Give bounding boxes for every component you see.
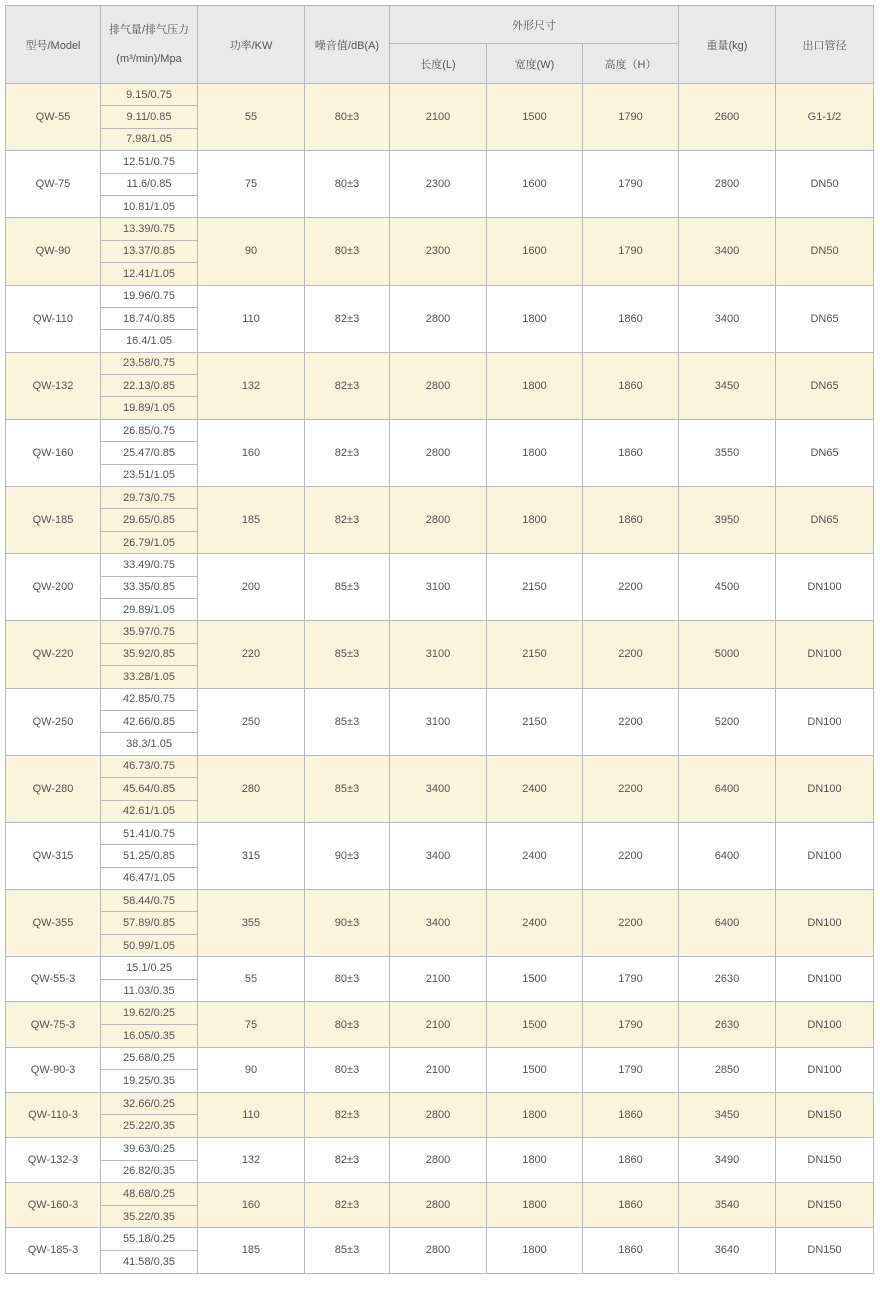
height-cell: 1860 — [583, 487, 679, 554]
power-cell: 75 — [198, 151, 305, 218]
length-cell: 2100 — [390, 957, 487, 1002]
noise-cell: 82±3 — [305, 1092, 390, 1137]
header-length: 长度(L) — [390, 44, 487, 84]
noise-cell: 80±3 — [305, 957, 390, 1002]
power-cell: 110 — [198, 1092, 305, 1137]
height-cell: 1790 — [583, 957, 679, 1002]
outlet-cell: DN50 — [776, 218, 874, 285]
model-cell: QW-160-3 — [6, 1183, 101, 1228]
power-cell: 160 — [198, 1183, 305, 1228]
header-noise: 噪音值/dB(A) — [305, 6, 390, 84]
noise-cell: 80±3 — [305, 84, 390, 151]
length-cell: 2800 — [390, 419, 487, 486]
flow-cell: 42.85/0.75 — [101, 688, 198, 710]
power-cell: 55 — [198, 84, 305, 151]
noise-cell: 82±3 — [305, 419, 390, 486]
model-cell: QW-185-3 — [6, 1228, 101, 1273]
table-row — [6, 755, 874, 777]
weight-cell: 3550 — [679, 419, 776, 486]
flow-cell: 57.89/0.85 — [101, 912, 198, 934]
width-cell: 2150 — [487, 688, 583, 755]
flow-cell: 55.18/0.25 — [101, 1228, 198, 1251]
weight-cell: 6400 — [679, 755, 776, 822]
flow-cell: 10.81/1.05 — [101, 195, 198, 217]
noise-cell: 90±3 — [305, 822, 390, 889]
power-cell: 220 — [198, 621, 305, 688]
height-cell: 2200 — [583, 554, 679, 621]
height-cell: 1790 — [583, 84, 679, 151]
model-cell: QW-160 — [6, 419, 101, 486]
length-cell: 2100 — [390, 1002, 487, 1047]
weight-cell: 3540 — [679, 1183, 776, 1228]
header-width: 宽度(W) — [487, 44, 583, 84]
outlet-cell: DN100 — [776, 554, 874, 621]
length-cell: 3400 — [390, 822, 487, 889]
header-outlet: 出口管径 — [776, 6, 874, 84]
model-group — [6, 1047, 874, 1092]
noise-cell: 85±3 — [305, 554, 390, 621]
table-row — [6, 1183, 874, 1206]
height-cell: 2200 — [583, 688, 679, 755]
height-cell: 2200 — [583, 890, 679, 957]
weight-cell: 2630 — [679, 957, 776, 1002]
outlet-cell: DN150 — [776, 1228, 874, 1273]
power-cell: 90 — [198, 218, 305, 285]
power-cell: 315 — [198, 822, 305, 889]
flow-cell: 45.64/0.85 — [101, 778, 198, 800]
length-cell: 2100 — [390, 1047, 487, 1092]
weight-cell: 3400 — [679, 218, 776, 285]
outlet-cell: DN150 — [776, 1183, 874, 1228]
outlet-cell: DN100 — [776, 621, 874, 688]
width-cell: 1800 — [487, 352, 583, 419]
table-row — [6, 419, 874, 441]
table-row — [6, 1002, 874, 1025]
flow-cell: 41.58/0.35 — [101, 1250, 198, 1273]
model-group — [6, 84, 874, 151]
flow-cell: 11.03/0.35 — [101, 979, 198, 1002]
flow-cell: 48.68/0.25 — [101, 1183, 198, 1206]
power-cell: 90 — [198, 1047, 305, 1092]
flow-cell: 13.37/0.85 — [101, 240, 198, 262]
model-cell: QW-75-3 — [6, 1002, 101, 1047]
model-group — [6, 151, 874, 218]
flow-cell: 29.73/0.75 — [101, 487, 198, 509]
width-cell: 1500 — [487, 957, 583, 1002]
flow-cell: 26.79/1.05 — [101, 531, 198, 553]
noise-cell: 82±3 — [305, 352, 390, 419]
width-cell: 1800 — [487, 285, 583, 352]
height-cell: 1790 — [583, 1002, 679, 1047]
width-cell: 1800 — [487, 1092, 583, 1137]
length-cell: 3400 — [390, 890, 487, 957]
flow-cell: 23.51/1.05 — [101, 464, 198, 486]
outlet-cell: DN65 — [776, 285, 874, 352]
flow-cell: 39.63/0.25 — [101, 1137, 198, 1160]
header-power: 功率/KW — [198, 6, 305, 84]
flow-cell: 25.22/0.35 — [101, 1115, 198, 1138]
table-row — [6, 688, 874, 710]
width-cell: 1500 — [487, 1047, 583, 1092]
outlet-cell: DN100 — [776, 822, 874, 889]
height-cell: 2200 — [583, 755, 679, 822]
model-cell: QW-110 — [6, 285, 101, 352]
model-group — [6, 1137, 874, 1182]
noise-cell: 85±3 — [305, 1228, 390, 1273]
flow-cell: 23.58/0.75 — [101, 352, 198, 374]
model-group — [6, 621, 874, 688]
model-group — [6, 1092, 874, 1137]
model-group — [6, 419, 874, 486]
power-cell: 200 — [198, 554, 305, 621]
flow-cell: 15.1/0.25 — [101, 957, 198, 980]
height-cell: 1790 — [583, 151, 679, 218]
flow-cell: 19.62/0.25 — [101, 1002, 198, 1025]
power-cell: 280 — [198, 755, 305, 822]
outlet-cell: DN100 — [776, 1002, 874, 1047]
power-cell: 132 — [198, 1137, 305, 1182]
power-cell: 355 — [198, 890, 305, 957]
width-cell: 1800 — [487, 1137, 583, 1182]
height-cell: 1790 — [583, 218, 679, 285]
flow-cell: 16.05/0.35 — [101, 1025, 198, 1048]
flow-cell: 25.68/0.25 — [101, 1047, 198, 1070]
width-cell: 2400 — [487, 755, 583, 822]
width-cell: 1800 — [487, 1183, 583, 1228]
table-row — [6, 218, 874, 240]
length-cell: 3100 — [390, 621, 487, 688]
weight-cell: 2630 — [679, 1002, 776, 1047]
model-cell: QW-132-3 — [6, 1137, 101, 1182]
outlet-cell: DN150 — [776, 1137, 874, 1182]
flow-cell: 12.41/1.05 — [101, 263, 198, 285]
height-cell: 1790 — [583, 1047, 679, 1092]
outlet-cell: DN100 — [776, 755, 874, 822]
power-cell: 55 — [198, 957, 305, 1002]
model-cell: QW-110-3 — [6, 1092, 101, 1137]
weight-cell: 2800 — [679, 151, 776, 218]
flow-cell: 33.28/1.05 — [101, 666, 198, 688]
model-group — [6, 890, 874, 957]
table-row — [6, 822, 874, 844]
length-cell: 2300 — [390, 151, 487, 218]
noise-cell: 80±3 — [305, 1047, 390, 1092]
noise-cell: 82±3 — [305, 487, 390, 554]
flow-cell: 11.6/0.85 — [101, 173, 198, 195]
header-dimensions: 外形尺寸 — [390, 6, 679, 44]
width-cell: 1500 — [487, 84, 583, 151]
header-flow-line1: 排气量/排气压力 — [108, 23, 190, 36]
flow-cell: 25.47/0.85 — [101, 442, 198, 464]
length-cell: 3100 — [390, 554, 487, 621]
model-cell: QW-55-3 — [6, 957, 101, 1002]
flow-cell: 26.82/0.35 — [101, 1160, 198, 1183]
flow-cell: 7.98/1.05 — [101, 128, 198, 150]
weight-cell: 3450 — [679, 352, 776, 419]
noise-cell: 80±3 — [305, 1002, 390, 1047]
weight-cell: 5200 — [679, 688, 776, 755]
header-weight: 重量(kg) — [679, 6, 776, 84]
model-cell: QW-250 — [6, 688, 101, 755]
model-cell: QW-55 — [6, 84, 101, 151]
model-group — [6, 487, 874, 554]
model-group — [6, 688, 874, 755]
length-cell: 2300 — [390, 218, 487, 285]
table-row — [6, 285, 874, 307]
width-cell: 2400 — [487, 890, 583, 957]
flow-cell: 42.61/1.05 — [101, 800, 198, 822]
weight-cell: 3450 — [679, 1092, 776, 1137]
model-cell: QW-355 — [6, 890, 101, 957]
model-cell: QW-220 — [6, 621, 101, 688]
power-cell: 185 — [198, 1228, 305, 1273]
power-cell: 160 — [198, 419, 305, 486]
model-group — [6, 822, 874, 889]
flow-cell: 46.73/0.75 — [101, 755, 198, 777]
outlet-cell: G1-1/2 — [776, 84, 874, 151]
table-row — [6, 621, 874, 643]
noise-cell: 82±3 — [305, 1183, 390, 1228]
length-cell: 2800 — [390, 1137, 487, 1182]
outlet-cell: DN100 — [776, 957, 874, 1002]
flow-cell: 32.66/0.25 — [101, 1092, 198, 1115]
length-cell: 2800 — [390, 1183, 487, 1228]
flow-cell: 19.25/0.35 — [101, 1070, 198, 1093]
noise-cell: 80±3 — [305, 151, 390, 218]
outlet-cell: DN65 — [776, 487, 874, 554]
height-cell: 1860 — [583, 285, 679, 352]
weight-cell: 3400 — [679, 285, 776, 352]
flow-cell: 19.96/0.75 — [101, 285, 198, 307]
power-cell: 110 — [198, 285, 305, 352]
width-cell: 2150 — [487, 554, 583, 621]
outlet-cell: DN50 — [776, 151, 874, 218]
width-cell: 2150 — [487, 621, 583, 688]
model-cell: QW-132 — [6, 352, 101, 419]
width-cell: 1600 — [487, 151, 583, 218]
width-cell: 1800 — [487, 487, 583, 554]
height-cell: 1860 — [583, 1137, 679, 1182]
model-group — [6, 755, 874, 822]
flow-cell: 18.74/0.85 — [101, 307, 198, 329]
flow-cell: 35.92/0.85 — [101, 643, 198, 665]
flow-cell: 12.51/0.75 — [101, 151, 198, 173]
height-cell: 1860 — [583, 1228, 679, 1273]
flow-cell: 42.66/0.85 — [101, 710, 198, 732]
flow-cell: 16.4/1.05 — [101, 330, 198, 352]
flow-cell: 35.97/0.75 — [101, 621, 198, 643]
width-cell: 2400 — [487, 822, 583, 889]
height-cell: 1860 — [583, 1092, 679, 1137]
length-cell: 2800 — [390, 487, 487, 554]
length-cell: 3100 — [390, 688, 487, 755]
flow-cell: 50.99/1.05 — [101, 934, 198, 956]
power-cell: 75 — [198, 1002, 305, 1047]
model-group — [6, 554, 874, 621]
table-header — [6, 6, 874, 84]
outlet-cell: DN150 — [776, 1092, 874, 1137]
height-cell: 1860 — [583, 352, 679, 419]
height-cell: 1860 — [583, 419, 679, 486]
spec-table — [5, 5, 874, 1274]
noise-cell: 80±3 — [305, 218, 390, 285]
flow-cell: 19.89/1.05 — [101, 397, 198, 419]
outlet-cell: DN100 — [776, 1047, 874, 1092]
flow-cell: 33.49/0.75 — [101, 554, 198, 576]
length-cell: 3400 — [390, 755, 487, 822]
table-row — [6, 151, 874, 173]
width-cell: 1600 — [487, 218, 583, 285]
table-row — [6, 84, 874, 106]
width-cell: 1500 — [487, 1002, 583, 1047]
model-group — [6, 1002, 874, 1047]
model-cell: QW-315 — [6, 822, 101, 889]
weight-cell: 2850 — [679, 1047, 776, 1092]
outlet-cell: DN65 — [776, 352, 874, 419]
outlet-cell: DN100 — [776, 890, 874, 957]
table-row — [6, 1137, 874, 1160]
model-group — [6, 285, 874, 352]
table-row — [6, 554, 874, 576]
length-cell: 2800 — [390, 352, 487, 419]
header-flow-line2: (m³/min)/Mpa — [116, 52, 182, 65]
model-cell: QW-90 — [6, 218, 101, 285]
flow-cell: 46.47/1.05 — [101, 867, 198, 889]
table-row — [6, 957, 874, 980]
flow-cell: 9.11/0.85 — [101, 106, 198, 128]
outlet-cell: DN65 — [776, 419, 874, 486]
weight-cell: 3490 — [679, 1137, 776, 1182]
model-cell: QW-90-3 — [6, 1047, 101, 1092]
table-row — [6, 352, 874, 374]
flow-cell: 35.22/0.35 — [101, 1205, 198, 1228]
flow-cell: 29.65/0.85 — [101, 509, 198, 531]
flow-cell: 9.15/0.75 — [101, 84, 198, 106]
weight-cell: 4500 — [679, 554, 776, 621]
model-group — [6, 1183, 874, 1228]
model-cell: QW-280 — [6, 755, 101, 822]
flow-cell: 58.44/0.75 — [101, 890, 198, 912]
weight-cell: 6400 — [679, 822, 776, 889]
flow-cell: 29.89/1.05 — [101, 598, 198, 620]
noise-cell: 85±3 — [305, 755, 390, 822]
height-cell: 2200 — [583, 621, 679, 688]
outlet-cell: DN100 — [776, 688, 874, 755]
flow-cell: 38.3/1.05 — [101, 733, 198, 755]
model-group — [6, 218, 874, 285]
model-cell: QW-200 — [6, 554, 101, 621]
header-height: 高度（H） — [583, 44, 679, 84]
weight-cell: 3950 — [679, 487, 776, 554]
model-cell: QW-185 — [6, 487, 101, 554]
width-cell: 1800 — [487, 1228, 583, 1273]
noise-cell: 82±3 — [305, 285, 390, 352]
noise-cell: 82±3 — [305, 1137, 390, 1182]
height-cell: 2200 — [583, 822, 679, 889]
flow-cell: 51.25/0.85 — [101, 845, 198, 867]
flow-cell: 22.13/0.85 — [101, 375, 198, 397]
weight-cell: 2600 — [679, 84, 776, 151]
table-row — [6, 1092, 874, 1115]
length-cell: 2800 — [390, 1228, 487, 1273]
power-cell: 132 — [198, 352, 305, 419]
flow-cell: 51.41/0.75 — [101, 822, 198, 844]
model-group — [6, 957, 874, 1002]
length-cell: 2100 — [390, 84, 487, 151]
height-cell: 1860 — [583, 1183, 679, 1228]
noise-cell: 90±3 — [305, 890, 390, 957]
model-cell: QW-75 — [6, 151, 101, 218]
weight-cell: 5000 — [679, 621, 776, 688]
table-row — [6, 890, 874, 912]
noise-cell: 85±3 — [305, 688, 390, 755]
header-flow — [101, 6, 198, 84]
power-cell: 250 — [198, 688, 305, 755]
length-cell: 2800 — [390, 1092, 487, 1137]
power-cell: 185 — [198, 487, 305, 554]
flow-cell: 33.35/0.85 — [101, 576, 198, 598]
weight-cell: 6400 — [679, 890, 776, 957]
flow-cell: 26.85/0.75 — [101, 419, 198, 441]
table-row — [6, 1047, 874, 1070]
length-cell: 2800 — [390, 285, 487, 352]
model-group — [6, 352, 874, 419]
model-group — [6, 1228, 874, 1273]
table-row — [6, 487, 874, 509]
noise-cell: 85±3 — [305, 621, 390, 688]
header-model: 型号/Model — [6, 6, 101, 84]
weight-cell: 3640 — [679, 1228, 776, 1273]
table-row — [6, 1228, 874, 1251]
width-cell: 1800 — [487, 419, 583, 486]
flow-cell: 13.39/0.75 — [101, 218, 198, 240]
